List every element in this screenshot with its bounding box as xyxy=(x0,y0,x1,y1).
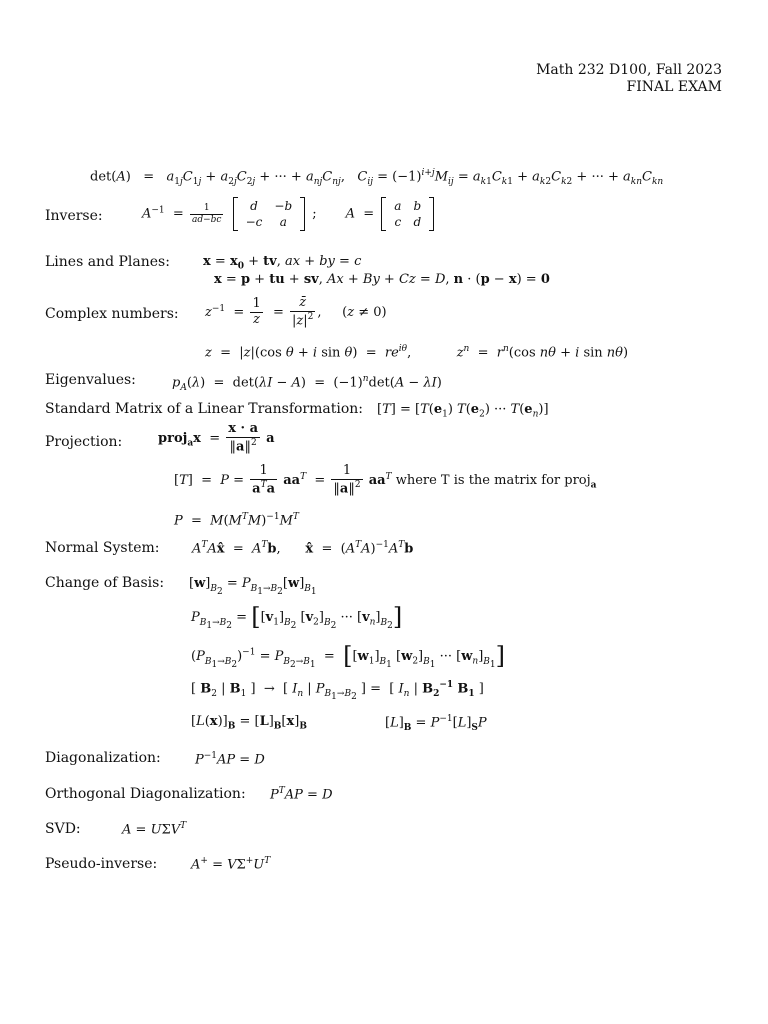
determinant-formula: $\det(A) = a_{1j}C_{1j} + a_{2j}C_{2j}$ + ··· + $a_{nj}C_{nj}$, $C_{ij} = (-1)^{i+j}M_{ij} = a_{k1}C_{k1} + a_{k2}C_{k2}$ + ··· + $a_{kn}C_{kn}$ xyxy=(90,168,664,187)
label-eigenvalues: Eigenvalues: xyxy=(45,372,136,388)
change-basis-formula-2: $P_{B_1\to B_2} = [[v_1]_{B_2}$ $[v_2]_{B_2}$ ··· $[v_n]_{B_2}$] xyxy=(191,603,403,631)
projection-formula: proj$_a$x = $\frac{x \cdot a}{‖a‖^2}$ a xyxy=(158,421,275,455)
inverse-matrix: d −b −c a xyxy=(233,197,306,231)
det-word-3: det xyxy=(368,375,390,391)
plane-formula: x = p + tu + sv, Ax + By + Cz = D, n · (p − x) = 0 xyxy=(214,272,550,287)
complex-inverse-formula: $z^{-1}$ = $\frac{1}{z}$ = $\frac{z̄}{|z|^2}$ , (z ≠ 0) xyxy=(205,295,387,329)
normal-system-formula: $A^TAx̂ = A^Tb$, x̂ = $(A^TA)^{-1}A^Tb$ xyxy=(192,540,414,557)
label-inverse: Inverse: xyxy=(45,208,103,224)
course-title: Math 232 D100, Fall 2023 xyxy=(536,62,722,78)
projection-matrix-formula: [T] = P = $\frac{1}{a^Ta}$ $aa^T$ = $\frac{1}{‖a‖^2}$ $aa^T$ where T is the matrix for proj$_a$ xyxy=(174,463,597,497)
where-t-text: where T is the matrix for proj xyxy=(395,473,591,489)
projection-general-formula: $P = M(M^TM)^{-1}M^T$ xyxy=(174,512,299,529)
label-normal-system: Normal System: xyxy=(45,540,160,556)
det-word-2: det xyxy=(232,375,254,391)
label-svd: SVD: xyxy=(45,821,81,837)
label-pseudo-inverse: Pseudo-inverse: xyxy=(45,856,158,872)
eigen-formula: $p_A(\lambda) = \det(\lambda I - A) = (-1)^n\det(A - \lambda I)$ xyxy=(172,374,442,393)
change-basis-formula-5: $[L(x)]_B = [L]_B[x]_B$ xyxy=(191,714,307,732)
inverse-formula: $A^{-1}$ = $\frac{1}{ad-bc}$ d −b −c a ; A = a b c d xyxy=(142,197,437,231)
pseudo-inverse-formula: $A^+ = V\Sigma^+U^T$ xyxy=(191,856,271,873)
label-standard-matrix: Standard Matrix of a Linear Transformation: xyxy=(45,401,364,417)
label-lines-planes: Lines and Planes: xyxy=(45,254,170,270)
label-diagonalization: Diagonalization: xyxy=(45,750,161,766)
det-word: det xyxy=(90,169,112,185)
exam-title: FINAL EXAM xyxy=(626,78,722,95)
change-basis-formula-3: $(P_{B_1\to B_2})^{-1} = P_{B_2\to B_1} = [[w_1]_{B_1}$ $[w_2]_{B_1}$ ··· $[w_n]_{B_1}$] xyxy=(191,642,506,670)
svd-formula: $A = U\Sigma V^T$ xyxy=(122,821,187,838)
standard-matrix-formula: $[T] = [T(e_1)$ $T(e_2)$ ··· $T(e_n)$] xyxy=(377,402,549,420)
a-matrix: a b c d xyxy=(381,197,434,231)
label-complex: Complex numbers: xyxy=(45,306,179,322)
change-basis-formula-4: [ $B_2$ | $B_1$ ] → [ $I_n$ | $P_{B_1\to B_2}$ ] = [ $I_n$ | $B_2^{-1}$ $B_1$ ] xyxy=(191,680,484,702)
course-header xyxy=(536,62,722,96)
diagonalization-formula: $P^{-1}AP = D$ xyxy=(195,751,265,768)
change-basis-formula-1: $[w]_{B_2} = P_{B_1\to B_2}[w]_{B_1}$ xyxy=(189,576,317,597)
orth-diag-formula: $P^TAP = D$ xyxy=(270,786,333,803)
proj-word: proj xyxy=(158,431,188,447)
line-formula: $x = x_0$ + tv, ax + by = c xyxy=(203,254,362,272)
complex-polar-formula: z = |z|(cos θ + i $\sin \theta) = re^{i\theta}$, $z^n = r^n(\cos$ nθ + i sin nθ) xyxy=(205,344,629,361)
label-projection: Projection: xyxy=(45,434,123,450)
label-orth-diag: Orthogonal Diagonalization: xyxy=(45,786,246,802)
label-change-basis: Change of Basis: xyxy=(45,575,165,591)
change-basis-formula-6: $[L]_B = P^{-1}[L]_SP$ xyxy=(385,714,487,733)
